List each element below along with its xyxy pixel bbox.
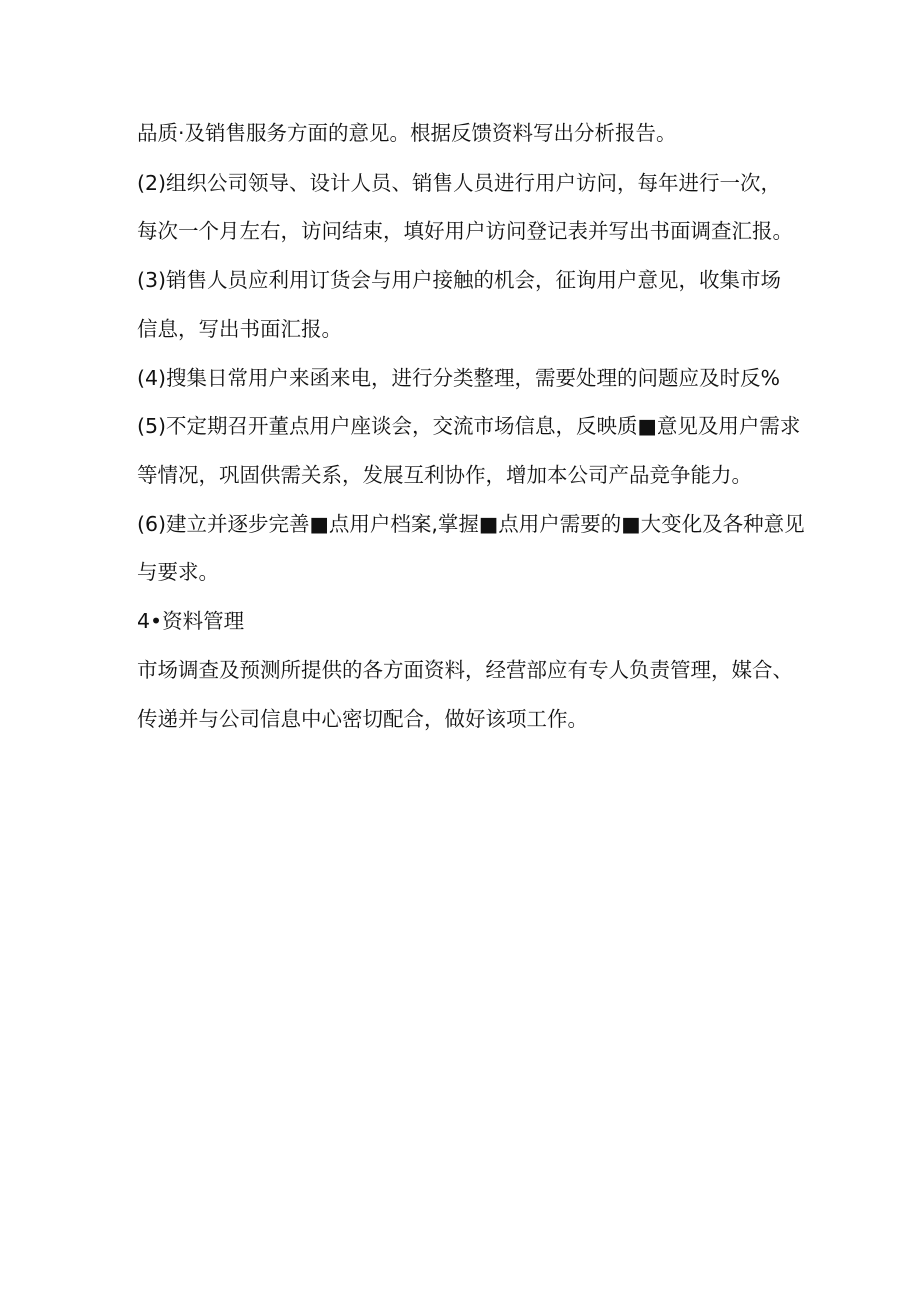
paragraph-line-10: 与要求。	[137, 560, 219, 584]
paragraph-line-7: (5)不定期召开董点用户座谈会，交流市场信息，反映质■意见及用户需求	[137, 414, 801, 438]
paragraph-line-12: 市场调查及预测所提供的各方面资料，经营部应有专人负责管理，媒合、	[137, 658, 793, 682]
paragraph-line-4: (3)销售人员应利用订货会与用户接触的机会，征询用户意见，收集市场	[137, 268, 782, 292]
paragraph-line-1: 品质·及销售服务方面的意见。根据反馈资料写出分析报告。	[137, 121, 677, 145]
paragraph-line-5: 信息，写出书面汇报。	[137, 317, 342, 341]
paragraph-line-6: (4)搜集日常用户来函来电，进行分类整理，需要处理的问题应及时反%	[137, 366, 781, 390]
paragraph-line-2: (2)组织公司领导、设计人员、销售人员进行用户访问，每年进行一次，	[137, 171, 782, 195]
paragraph-line-9: (6)建立并逐步完善■点用户档案,掌握■点用户需要的■大变化及各种意见	[137, 512, 805, 536]
paragraph-line-8: 等情况，巩固供需关系，发展互利协作，增加本公司产品竞争能力。	[137, 463, 752, 487]
paragraph-line-13: 传递并与公司信息中心密切配合，做好该项工作。	[137, 707, 588, 731]
section-heading: 4•资料管理	[137, 609, 245, 633]
paragraph-line-3: 每次一个月左右，访问结束，填好用户访问登记表并写出书面调查汇报。	[137, 219, 793, 243]
